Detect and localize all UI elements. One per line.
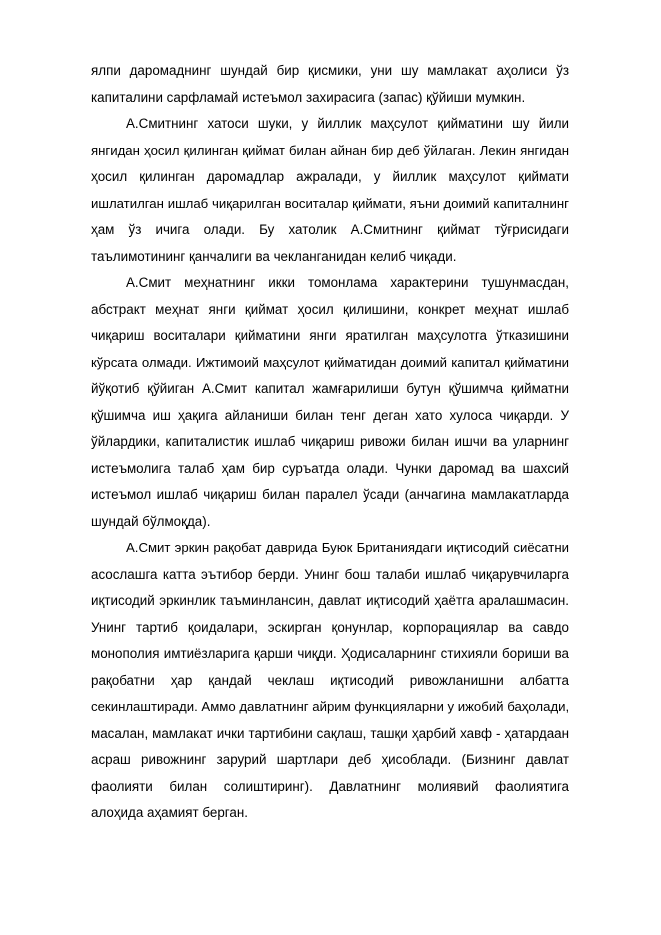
text-line: кўрсата олмади. Ижтимоий маҳсулот қийматидан доимий капитал қийматини — [91, 354, 569, 370]
document-page — [91, 58, 569, 827]
paragraph-3 — [91, 270, 569, 535]
text-line: қўшимча иш ҳақига айланиши билан тенг деган хато хулоса чиқарди. У — [91, 407, 569, 423]
text-line: ялпи даромаднинг шундай бир қисмики, уни шу мамлакат аҳолиси ўз — [91, 63, 569, 78]
text-line: капиталини сарфламай истеъмол захирасига (запас) қўйиши мумкин. — [91, 89, 526, 105]
text-line: монополия имтиёзларига қарши чиқди. Ҳодисаларнинг стихияли бориши ва — [91, 646, 569, 661]
text-line: ишлатилган ишлаб чиқарилган воситалар қиймати, яъни доимий капиталнинг — [91, 195, 569, 211]
text-line: истеъмол ишлаб чиқариш билан паралел ўсади (анчагина мамлакатларда — [91, 487, 569, 502]
text-line: йўқотиб қўйиган А.Смит капитал жамғарилиши бутун қўшимча қийматни — [91, 381, 569, 396]
text-line: алоҳида аҳамият берган. — [91, 805, 248, 820]
text-line: А.Смитнинг хатоси шуки, у йиллик маҳсулот қийматини шу йили — [126, 116, 569, 131]
text-line: рақобатни ҳар қандай чеклаш иқтисодий ривожланишни албатта — [91, 672, 569, 688]
text-line: секинлаштиради. Аммо давлатнинг айрим функцияларни у ижобий баҳолади, — [91, 699, 570, 714]
text-line: А.Смит эркин рақобат даврида Буюк Британиядаги иқтисодий сиёсатни — [126, 540, 569, 555]
paragraph-1 — [91, 58, 569, 111]
text-line: шундай бўлмоқда). — [91, 513, 211, 529]
text-line: ўйлардики, капиталистик ишлаб чиқариш ривожи билан ишчи ва уларнинг — [91, 434, 569, 449]
paragraph-4 — [91, 535, 569, 827]
text-line: Унинг тартиб қоидалари, эскирган қонунлар, корпорациялар ва савдо — [91, 619, 569, 635]
text-line: ҳам ўз ичига олади. Бу хатолик А.Смитнинг қиймат тўғрисидаги — [91, 222, 569, 237]
text-line: асраш ривожнинг зарурий шартлари деб ҳисоблади. (Бизнинг давлат — [91, 752, 569, 767]
text-line: асослашга катта эътибор берди. Унинг бош талаби ишлаб чиқарувчиларга — [91, 566, 569, 582]
text-line: иқтисодий эркинлик таъминлансин, давлат иқтисодий ҳаётга аралашмасин. — [91, 593, 569, 608]
text-line: таълимотининг қанчалиги ва чекланганидан келиб чиқади. — [91, 248, 457, 264]
text-line: абстракт меҳнат янги қиймат ҳосил қилишини, конкрет меҳнат ишлаб — [91, 301, 569, 317]
text-line: истеъмолига талаб ҳам бир суръатда олади. Чунки даромад ва шахсий — [91, 460, 569, 476]
text-line: А.Смит меҳнатнинг икки томонлама характерини тушунмасдан, — [126, 275, 569, 290]
text-line: фаолияти билан солиштиринг). Давлатнинг молиявий фаолиятига — [91, 778, 569, 794]
text-line: янгидан ҳосил қилинган қиймат билан айнан бир деб ўйлаган. Лекин янгидан — [91, 142, 569, 158]
paragraph-2 — [91, 111, 569, 270]
text-line: ҳосил қилинган даромадлар ажралади, у йиллик маҳсулот қиймати — [91, 169, 569, 184]
text-line: масалан, мамлакат ички тартибини сақлаш, ташқи ҳарбий хавф - ҳатардаан — [91, 725, 569, 741]
text-line: чиқариш воситалари қийматини янги яратилган маҳсулотга ўтказишини — [91, 328, 569, 343]
